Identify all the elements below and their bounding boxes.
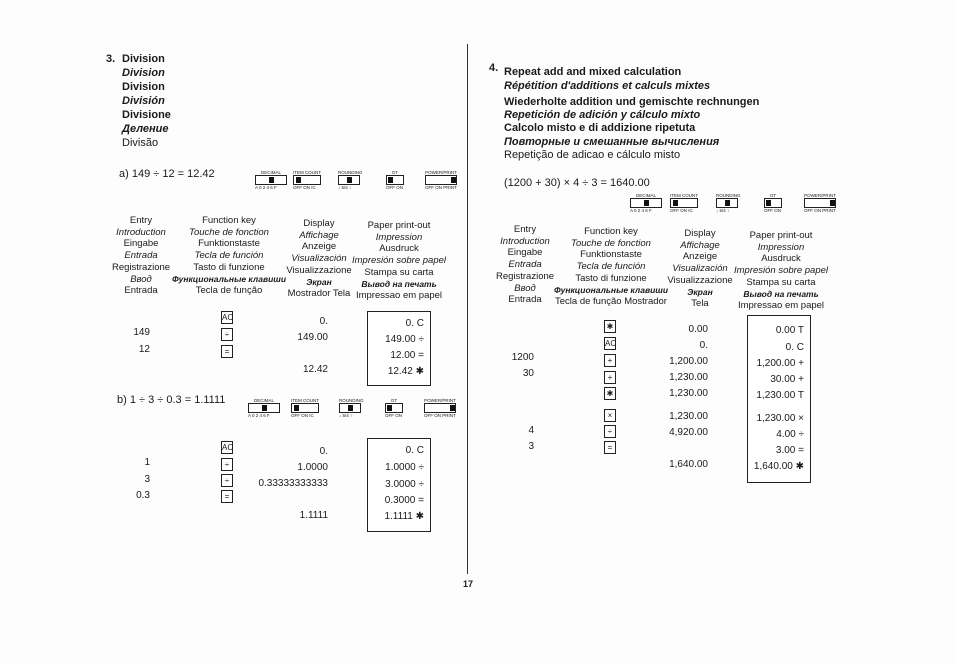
decimal-switch	[255, 170, 287, 190]
gt-scale: OFF ON	[386, 185, 403, 190]
display-1: 0.00	[688, 324, 708, 335]
fkey-de: Funktionstaste	[198, 238, 260, 250]
entry-ru: Ввод	[514, 282, 536, 294]
b-display-1: 0.	[319, 446, 328, 457]
section-number: 3.	[106, 53, 116, 65]
total-key: ✱	[604, 320, 616, 333]
example-b: b) 1 ÷ 3 ÷ 0.3 = 1.1111	[117, 394, 226, 406]
divide-key: ÷	[221, 328, 233, 341]
display-es: Visualización	[672, 263, 728, 275]
total-key: ✱	[604, 387, 616, 400]
rounding-switch	[339, 398, 364, 418]
fkey-pt: Tecla de função	[195, 285, 263, 297]
display-de: Anzeige	[301, 241, 337, 253]
paper-fr: Impression	[757, 241, 805, 253]
entry-3: 4	[528, 425, 534, 436]
gt-scale: OFF ON	[385, 413, 402, 418]
paper-tape-b	[367, 438, 431, 532]
tape-line: 0.3000 =	[384, 495, 424, 506]
ac-key: AC	[222, 313, 234, 322]
tape-line: 12.42 ✱	[387, 366, 424, 377]
item-count-switch	[291, 398, 319, 418]
power-label: POWER/PRINT	[804, 193, 836, 198]
tape-line: 149.00 ÷	[385, 334, 424, 345]
b-entry-1: 1	[144, 457, 150, 468]
gt-label: GT	[390, 398, 398, 403]
entry-en: Entry	[129, 215, 153, 226]
paper-tape-a	[367, 311, 431, 386]
title-ru: Деление	[122, 123, 169, 135]
entry-es: Entrada	[124, 250, 158, 262]
paper-it: Stampa su carta	[364, 266, 434, 278]
b-entry-3: 0.3	[136, 490, 150, 501]
entry-it: Registrazione	[495, 270, 555, 282]
paper-ru: Вывод на печать	[361, 278, 437, 289]
title-fr: Répétition d'additions et calculs mixtes	[504, 80, 711, 92]
b-display-3: 0.33333333333	[258, 478, 328, 489]
b-entry-2: 3	[144, 474, 150, 485]
decimal-scale: A 0 2 4 6 F	[255, 185, 277, 190]
title-ru: Повторные и смешанные вычисления	[504, 136, 720, 148]
gt-switch	[385, 398, 403, 418]
title-it: Divisione	[122, 109, 171, 121]
item-count-switch	[293, 170, 321, 190]
entry-ru: Ввод	[130, 273, 152, 285]
power-scale: OFF ON PRINT	[804, 208, 836, 213]
display-es: Visualización	[291, 253, 347, 265]
paper-fr: Impression	[375, 231, 423, 243]
tape-line: 4.00 ÷	[776, 429, 804, 440]
display-it: Visualizzazione	[286, 264, 352, 276]
power-label: POWER/PRINT	[424, 398, 456, 403]
a-entry-2: 12	[138, 344, 150, 355]
entry-pt: Entrada	[124, 285, 158, 297]
equals-key: =	[604, 441, 616, 454]
multiply-key: ×	[604, 409, 616, 422]
title-es: División	[122, 95, 165, 107]
entry-2: 30	[522, 368, 534, 379]
tape-line: 1,230.00 ×	[756, 413, 804, 424]
divide-key: ÷	[221, 458, 233, 471]
b-display-4: 1.1111	[299, 510, 328, 521]
tape-line: 12.00 =	[390, 350, 424, 361]
paper-it: Stampa su carta	[746, 276, 816, 288]
display-8: 1,640.00	[669, 459, 708, 470]
display-en: Display	[684, 228, 716, 239]
a-display-1: 0.	[319, 316, 328, 327]
title-fr: Division	[122, 67, 165, 79]
power-switch	[424, 398, 456, 418]
plus-key: +	[604, 354, 616, 367]
tape-line: 1.1111 ✱	[384, 511, 424, 522]
fkey-es: Tecla de función	[576, 261, 646, 273]
a-display-2: 149.00	[297, 332, 328, 343]
item-count-label: ITEM COUNT	[670, 193, 698, 198]
entry-fr: Introduction	[500, 235, 550, 247]
display-de: Anzeige	[682, 251, 718, 263]
tape-line: 1.0000 ÷	[385, 462, 424, 473]
tape-line: 0. C	[785, 342, 804, 353]
ac-key: AC	[222, 443, 234, 452]
display-pt: Mostrador Tela	[287, 288, 351, 300]
display-column	[283, 218, 355, 300]
gt-label: GT	[769, 193, 777, 198]
gt-scale: OFF ON	[764, 208, 781, 213]
paper-en: Paper print-out	[367, 220, 431, 231]
column-divider	[467, 44, 468, 574]
rounding-label: ROUNDING	[338, 170, 363, 175]
display-column	[664, 228, 736, 310]
tape-line: 0. C	[405, 445, 424, 456]
display-6: 1,230.00	[669, 411, 708, 422]
decimal-switch	[630, 193, 662, 213]
display-ru: Экран	[687, 286, 713, 297]
rounding-scale: ↓ 5/4 ↑	[338, 185, 352, 190]
entry-4: 3	[528, 441, 534, 452]
ac-key: AC	[605, 339, 617, 348]
rounding-scale: ↓ 5/4 ↑	[339, 413, 353, 418]
fkey-en: Function key	[584, 226, 638, 237]
fkey-es: Tecla de función	[194, 250, 264, 262]
item-count-switch	[670, 193, 698, 213]
equals-key: =	[221, 490, 233, 503]
paper-en: Paper print-out	[749, 230, 813, 241]
rounding-label: ROUNDING	[716, 193, 741, 198]
item-count-scale: OFF ON IC	[291, 413, 314, 418]
example-a: a) 149 ÷ 12 = 12.42	[119, 168, 215, 180]
rounding-scale: ↓ 5/4 ↑	[716, 208, 730, 213]
paper-ru: Вывод на печать	[743, 288, 819, 299]
entry-column	[492, 224, 558, 306]
fkey-it: Tasto di funzione	[193, 261, 265, 273]
decimal-scale: A 0 2 4 6 F	[630, 208, 652, 213]
rounding-label: ROUNDING	[339, 398, 364, 403]
b-display-2: 1.0000	[297, 462, 328, 473]
gt-switch	[764, 193, 782, 213]
tape-line: 0. C	[405, 318, 424, 329]
tape-line: 0.00 T	[775, 325, 804, 336]
entry-de: Eingabe	[507, 247, 543, 259]
display-4: 1,230.00	[669, 372, 708, 383]
tape-line: 1,200.00 +	[756, 358, 804, 369]
decimal-label: DECIMAL	[253, 398, 274, 403]
paper-tape	[747, 315, 811, 483]
display-2: 0.	[699, 340, 708, 351]
display-fr: Affichage	[299, 229, 339, 241]
function-key-column	[550, 226, 672, 308]
title-en: Repeat add and mixed calculation	[504, 66, 682, 78]
title-pt: Divisão	[122, 137, 159, 149]
entry-es: Entrada	[508, 259, 542, 271]
display-fr: Affichage	[680, 239, 720, 251]
page-number: 17	[463, 579, 474, 589]
tape-line: 3.00 =	[775, 445, 804, 456]
plus-key: +	[604, 371, 616, 384]
decimal-label: DECIMAL	[635, 193, 656, 198]
power-label: POWER/PRINT	[425, 170, 457, 175]
fkey-en: Function key	[202, 215, 256, 226]
function-key-column	[168, 215, 290, 297]
entry-pt: Entrada	[508, 294, 542, 306]
entry-it: Registrazione	[111, 261, 171, 273]
display-it: Visualizzazione	[667, 274, 733, 286]
decimal-label: DECIMAL	[260, 170, 281, 175]
entry-en: Entry	[513, 224, 537, 235]
paper-de: Ausdruck	[379, 243, 419, 255]
decimal-switch	[248, 398, 280, 418]
paper-column	[352, 220, 446, 302]
title-de: Wiederholte addition und gemischte rechnungen	[504, 96, 760, 108]
power-scale: OFF ON PRINT	[425, 185, 457, 190]
power-scale: OFF ON PRINT	[424, 413, 456, 418]
tape-line: 3.0000 ÷	[385, 479, 424, 490]
display-3: 1,200.00	[669, 356, 708, 367]
gt-switch	[386, 170, 404, 190]
item-count-label: ITEM COUNT	[293, 170, 321, 175]
gt-label: GT	[391, 170, 399, 175]
display-pt: Tela	[691, 298, 709, 310]
fkey-ru: Функциональные клавиши	[171, 273, 287, 284]
entry-1: 1200	[511, 352, 534, 363]
paper-pt: Impressao em papel	[355, 290, 443, 302]
power-switch	[425, 170, 457, 190]
decimal-scale: A 0 2 4 6 F	[248, 413, 270, 418]
fkey-it: Tasto di funzione	[575, 272, 647, 284]
entry-fr: Introduction	[116, 226, 166, 238]
title-de: Division	[122, 81, 165, 93]
fkey-fr: Touche de fonction	[189, 226, 269, 238]
fkey-fr: Touche de fonction	[571, 237, 651, 249]
example: (1200 + 30) × 4 ÷ 3 = 1640.00	[504, 177, 650, 189]
section-number: 4.	[489, 62, 499, 74]
fkey-de: Funktionstaste	[580, 249, 642, 261]
tape-line: 30.00 +	[770, 374, 804, 385]
fkey-ru: Функциональные клавиши	[553, 284, 669, 295]
title-it: Calcolo misto e di addizione ripetuta	[504, 122, 696, 134]
display-en: Display	[303, 218, 335, 229]
display-ru: Экран	[306, 276, 332, 287]
item-count-scale: OFF ON IC	[670, 208, 693, 213]
a-display-3: 12.42	[302, 364, 328, 375]
title-es: Repetición de adición y cálculo mixto	[504, 109, 701, 121]
divide-key: ÷	[221, 474, 233, 487]
item-count-scale: OFF ON IC	[293, 185, 316, 190]
paper-column	[732, 230, 830, 312]
paper-es: Impresión sobre papel	[352, 255, 446, 267]
rounding-switch	[716, 193, 741, 213]
rounding-switch	[338, 170, 363, 190]
paper-pt: Impressao em papel	[737, 300, 825, 312]
display-7: 4,920.00	[669, 427, 708, 438]
tape-line: 1,230.00 T	[756, 390, 804, 401]
entry-de: Eingabe	[123, 238, 159, 250]
equals-key: =	[221, 345, 233, 358]
entry-column	[108, 215, 174, 297]
divide-key: ÷	[604, 425, 616, 438]
title-pt: Repetição de adicao e cálculo misto	[504, 149, 681, 161]
power-switch	[804, 193, 836, 213]
fkey-pt: Tecla de função Mostrador	[555, 296, 667, 308]
tape-line: 1,640.00 ✱	[753, 461, 804, 472]
display-5: 1,230.00	[669, 388, 708, 399]
paper-es: Impresión sobre papel	[734, 265, 828, 277]
a-entry-1: 149	[133, 327, 150, 338]
title-en: Division	[122, 53, 165, 65]
item-count-label: ITEM COUNT	[291, 398, 319, 403]
paper-de: Ausdruck	[761, 253, 801, 265]
